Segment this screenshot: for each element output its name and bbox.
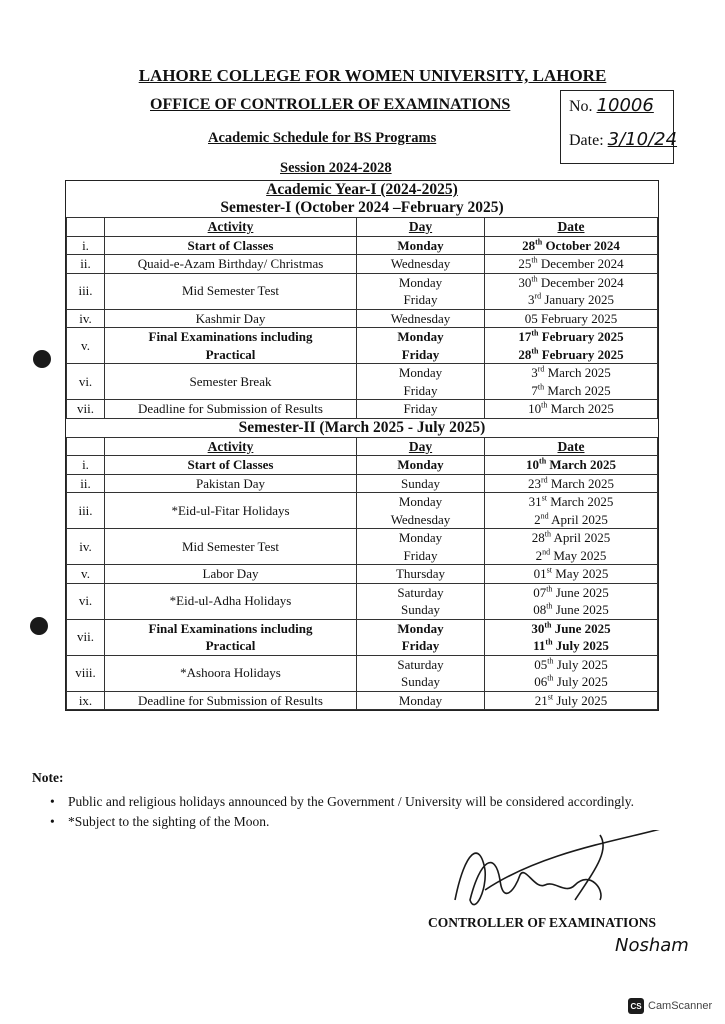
semester-2-title: Semester-II (March 2025 - July 2025) (238, 418, 486, 436)
activity: Final Examinations including Practical (105, 619, 357, 655)
day: Monday Friday (357, 328, 485, 364)
semester-2-table (66, 437, 658, 711)
row-number: vii. (67, 619, 105, 655)
ref-number (569, 95, 654, 116)
camscanner-watermark (628, 998, 712, 1014)
table-row (67, 583, 658, 619)
date: 31st March 2025 2nd April 2025 (485, 493, 658, 529)
num-header (67, 437, 105, 456)
day: Wednesday (357, 255, 485, 274)
reference-box (560, 90, 678, 164)
date: 10th March 2025 (485, 400, 658, 419)
activity: *Eid-ul-Adha Holidays (105, 583, 357, 619)
day: Monday Wednesday (357, 493, 485, 529)
camscanner-label: CamScanner (648, 1000, 713, 1012)
activity: Quaid-e-Azam Birthday/ Christmas (105, 255, 357, 274)
academic-year-title: Academic Year-I (2024-2025) (266, 181, 458, 198)
day: Monday (357, 236, 485, 255)
day: Friday (357, 400, 485, 419)
activity-header: Activity (105, 218, 357, 237)
activity: Mid Semester Test (105, 273, 357, 309)
date-header: Date (485, 437, 658, 456)
row-number: iv. (67, 529, 105, 565)
day: Saturday Sunday (357, 655, 485, 691)
list-item: • *Subject to the sighting of the Moon. (50, 812, 634, 832)
table-row (67, 255, 658, 274)
activity: Labor Day (105, 565, 357, 584)
row-number: iii. (67, 493, 105, 529)
day: Monday Friday (357, 364, 485, 400)
row-number: v. (67, 565, 105, 584)
ref-date-label: Date: (569, 132, 604, 149)
activity: Kashmir Day (105, 309, 357, 328)
camscanner-icon: CS (628, 998, 644, 1014)
activity: Final Examinations including Practical (105, 328, 357, 364)
date: 07th June 2025 08th June 2025 (485, 583, 658, 619)
row-number: v. (67, 328, 105, 364)
header-row (67, 218, 658, 237)
date: 30th June 2025 11th July 2025 (485, 619, 658, 655)
table-row (67, 273, 658, 309)
table-row (67, 364, 658, 400)
date: 28th April 2025 2nd May 2025 (485, 529, 658, 565)
activity: Start of Classes (105, 236, 357, 255)
day: Sunday (357, 474, 485, 493)
controller-title: CONTROLLER OF EXAMINATIONS (428, 915, 657, 930)
date: 25th December 2024 (485, 255, 658, 274)
day: Monday Friday (357, 619, 485, 655)
row-number: ii. (67, 474, 105, 493)
activity: Deadline for Submission of Results (105, 400, 357, 419)
day-header: Day (357, 437, 485, 456)
row-number: iii. (67, 273, 105, 309)
table-row (67, 236, 658, 255)
activity: *Ashoora Holidays (105, 655, 357, 691)
activity: *Eid-ul-Fitar Holidays (105, 493, 357, 529)
university-name: LAHORE COLLEGE FOR WOMEN UNIVERSITY, LAHORE (138, 66, 607, 85)
row-number: i. (67, 236, 105, 255)
table-row (67, 309, 658, 328)
activity-header: Activity (105, 437, 357, 456)
activity: Mid Semester Test (105, 529, 357, 565)
table-row (67, 493, 658, 529)
activity: Deadline for Submission of Results (105, 691, 357, 710)
num-header (67, 218, 105, 237)
ref-date-value: 3/10/24 (607, 129, 678, 150)
day: Monday (357, 456, 485, 475)
table-row (67, 691, 658, 710)
date: 05th July 2025 06th July 2025 (485, 655, 658, 691)
date-header: Date (485, 218, 658, 237)
day: Saturday Sunday (357, 583, 485, 619)
office-name: OFFICE OF CONTROLLER OF EXAMINATIONS (150, 96, 511, 113)
activity: Semester Break (105, 364, 357, 400)
header-row (67, 437, 658, 456)
date: 17th February 2025 28th February 2025 (485, 328, 658, 364)
initials: Nosham (615, 935, 689, 956)
table-row (67, 456, 658, 475)
table-row (67, 619, 658, 655)
row-number: ix. (67, 691, 105, 710)
semester-1-title: Semester-I (October 2024 –February 2025) (220, 199, 504, 216)
row-number: viii. (67, 655, 105, 691)
day: Monday Friday (357, 529, 485, 565)
date: 21st July 2025 (485, 691, 658, 710)
date: 05 February 2025 (485, 309, 658, 328)
day: Thursday (357, 565, 485, 584)
schedule-title: Academic Schedule for BS Programs (208, 130, 437, 146)
ref-number-value: 10006 (596, 95, 654, 116)
row-number: vi. (67, 583, 105, 619)
row-number: iv. (67, 309, 105, 328)
activity: Pakistan Day (105, 474, 357, 493)
table-row (67, 529, 658, 565)
date: 30th December 2024 3rd January 2025 (485, 273, 658, 309)
ref-number-label: No. (569, 98, 593, 115)
punch-hole (30, 617, 48, 635)
row-number: i. (67, 456, 105, 475)
day: Monday (357, 691, 485, 710)
session-title: Session 2024-2028 (280, 160, 392, 176)
table-row (67, 474, 658, 493)
table-row (67, 565, 658, 584)
table-row (67, 328, 658, 364)
semester-1-table (66, 217, 658, 419)
schedule-table (65, 180, 659, 711)
row-number: ii. (67, 255, 105, 274)
date: 10th March 2025 (485, 456, 658, 475)
day: Wednesday (357, 309, 485, 328)
table-row (67, 400, 658, 419)
list-item: • Public and religious holidays announced by the Government / University will be considered accordingly. (50, 792, 634, 812)
row-number: vii. (67, 400, 105, 419)
row-number: vi. (67, 364, 105, 400)
note-label: Note: (32, 770, 64, 785)
day: Monday Friday (357, 273, 485, 309)
date: 28th October 2024 (485, 236, 658, 255)
date: 3rd March 2025 7th March 2025 (485, 364, 658, 400)
date: 01st May 2025 (485, 565, 658, 584)
note-list (50, 792, 634, 832)
ref-date (569, 129, 677, 150)
activity: Start of Classes (105, 456, 357, 475)
table-row (67, 655, 658, 691)
date: 23rd March 2025 (485, 474, 658, 493)
punch-hole (33, 350, 51, 368)
day-header: Day (357, 218, 485, 237)
